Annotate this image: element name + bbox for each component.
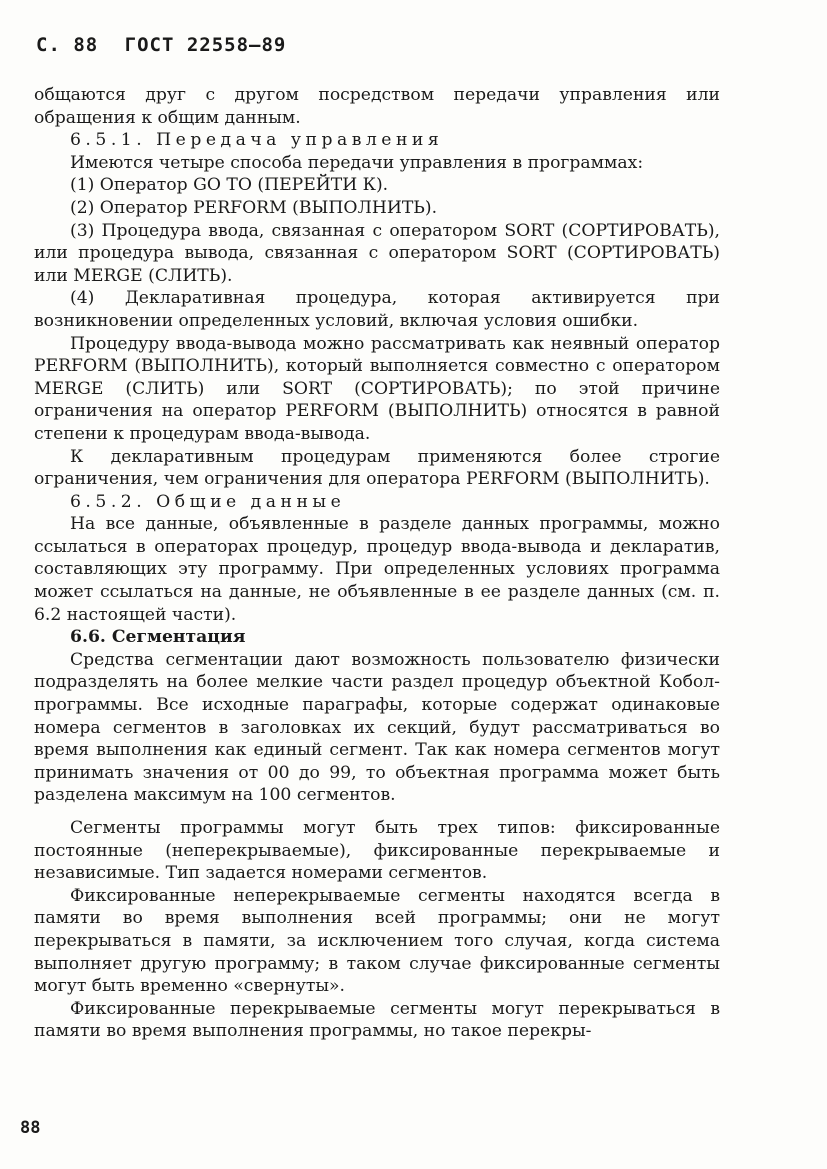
section-heading-6-5-2-text: 6.5.2. Общие данные <box>70 491 346 512</box>
paragraph-common-data: На все данные, объявленные в разделе данных программы, можно ссылаться в операторах процедур, процедур ввода-вывода и декларатив, составляющих эту программу. При определенных условиях программа может ссылаться на данные, не объявленные в ее разделе данных (см. п. 6.2 настоящей части). <box>34 514 720 625</box>
paragraph-continuation: общаются друг с другом посредством передачи управления или обращения к общим данным. <box>34 85 720 128</box>
section-heading-6-5-1 <box>34 129 720 152</box>
paragraph-declarative: К декларативным процедурам применяются более строгие ограничения, чем ограничения для оператора PERFORM (ВЫПОЛНИТЬ). <box>34 446 720 490</box>
list-item-1: (1) Оператор GO TO (ПЕРЕЙТИ К). <box>70 175 389 196</box>
page-header <box>36 34 300 56</box>
paragraph-segmentation: Средства сегментации дают возможность пользователю физически подразделять на более мелкие части раздел процедур объектной Кобол-программы. Все исходные параграфы, которые содержат одинаковые номера сегментов в заголовках их секций, будут рассматриваться во время выполнения как единый сегмент. Так как номера сегментов могут принимать значения от 00 до 99, то объектная программа может быть разделена максимум на 100 сегментов. <box>34 649 720 806</box>
section-heading-6-5-2 <box>34 491 720 514</box>
paragraph-fixed-overlay: Фиксированные перекрываемые сегменты могут перекрываться в памяти во время выполнения программы, но такое перекры- <box>34 998 720 1042</box>
page-number: 88 <box>20 1118 41 1138</box>
standard-designation: ГОСТ 22558—89 <box>124 34 287 56</box>
list-item-4: (4) Декларативная процедура, которая активируется при возникновении определенных условий, включая условия ошибки. <box>34 288 720 331</box>
paragraph-io-procedure: Процедуру ввода-вывода можно рассматривать как неявный оператор PERFORM (ВЫПОЛНИТЬ), который выполняется совместно с оператором MERGE (СЛИТЬ) или SORT (СОРТИРОВАТЬ); по этой причине ограничения на оператор PERFORM (ВЫПОЛНИТЬ) относятся в равной степени к процедурам ввода-вывода. <box>34 333 720 444</box>
paragraph-fixed-nonoverlay: Фиксированные неперекрываемые сегменты находятся всегда в памяти во время выполнения всей программы; они не могут перекрываться в памяти, за исключением того случая, когда система выполняет другую программу; в таком случае фиксированные сегменты могут быть временно «свернуты». <box>34 885 720 997</box>
paragraph-control-transfer-intro: Имеются четыре способа передачи управления в программах: <box>70 152 644 173</box>
page-reference: С. 88 <box>36 34 99 56</box>
section-heading-6-5-1-text: 6.5.1. Передача управления <box>70 130 444 151</box>
paragraph-segment-types: Сегменты программы могут быть трех типов: фиксированные постоянные (неперекрываемые), фиксированные перекрываемые и независимые. Тип задается номерами сегментов. <box>34 818 720 884</box>
list-item-3: (3) Процедура ввода, связанная с оператором SORT (СОРТИРОВАТЬ), или процедура вывода, связанная с оператором SORT (СОРТИРОВАТЬ) или MERGE (СЛИТЬ). <box>34 220 720 286</box>
list-item-2: (2) Оператор PERFORM (ВЫПОЛНИТЬ). <box>70 197 438 218</box>
page-body <box>34 84 720 1043</box>
section-heading-6-6: 6.6. Сегментация <box>70 627 246 648</box>
